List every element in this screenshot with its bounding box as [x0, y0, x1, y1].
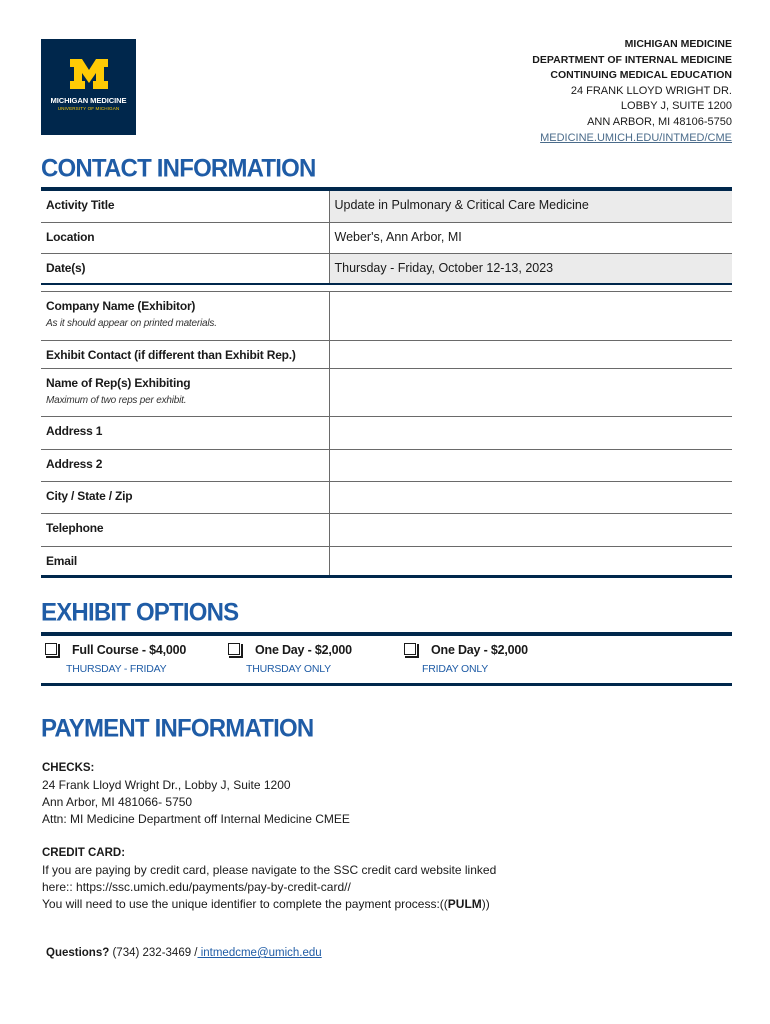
- identifier-text: You will need to use the unique identifier to complete the payment process:((: [42, 897, 448, 911]
- option-subtitle: THURSDAY ONLY: [246, 663, 331, 675]
- row-label: Date(s): [41, 253, 329, 284]
- event-details-table: [41, 191, 732, 285]
- identifier-close: )): [481, 897, 490, 911]
- checks-line: Ann Arbor, MI 481066- 5750: [42, 795, 193, 809]
- contact-section-title: CONTACT INFORMATION: [41, 154, 316, 183]
- address2-label: Address 2: [41, 450, 329, 482]
- section-rule: [41, 283, 732, 285]
- table-row: [41, 253, 732, 284]
- header-city: ANN ARBOR, MI 48106-5750: [587, 115, 732, 128]
- row-label: [41, 369, 329, 417]
- table-row: [41, 369, 732, 417]
- table-row: [41, 292, 732, 341]
- table-row: [41, 417, 732, 450]
- address2-field[interactable]: [329, 450, 732, 482]
- option-name: Full Course - $4,000: [72, 643, 187, 657]
- checks-line: Attn: MI Medicine Department off Internal Medicine CMEE: [42, 812, 350, 826]
- exhibitor-form-table: [41, 291, 732, 578]
- option-subtitle: FRIDAY ONLY: [422, 663, 489, 675]
- telephone-field[interactable]: [329, 514, 732, 547]
- credit-card-block: [42, 845, 496, 913]
- header-suite: LOBBY J, SUITE 1200: [620, 100, 732, 113]
- credit-card-heading: CREDIT CARD:: [42, 847, 126, 859]
- company-name-field[interactable]: [329, 292, 732, 341]
- credit-card-line: If you are paying by credit card, please navigate to the SSC credit card website linked: [42, 863, 497, 877]
- block-m-icon: [70, 59, 108, 89]
- payment-section-title: PAYMENT INFORMATION: [41, 714, 314, 743]
- header-address: [532, 37, 732, 146]
- exhibit-section-title: EXHIBIT OPTIONS: [41, 598, 239, 627]
- table-row: [41, 191, 732, 222]
- unique-identifier: PULM: [447, 897, 482, 911]
- checks-heading: CHECKS:: [42, 762, 95, 774]
- reps-field[interactable]: [329, 369, 732, 417]
- exhibit-contact-label: Exhibit Contact (if different than Exhibit Rep.): [41, 341, 329, 369]
- phone-number: (734) 232-3469 /: [112, 947, 198, 959]
- header-website-link[interactable]: MEDICINE.UMICH.EDU/INTMED/CME: [540, 131, 732, 144]
- email-label: Email: [46, 554, 78, 568]
- address1-label: Address 1: [41, 417, 329, 450]
- credit-card-line: [42, 896, 496, 913]
- section-rule: [41, 632, 732, 636]
- telephone-label: Telephone: [41, 514, 329, 547]
- table-row: [41, 514, 732, 547]
- location-value: Weber's, Ann Arbor, MI: [329, 222, 732, 253]
- option-name: One Day - $2,000: [431, 643, 528, 657]
- reps-hint: Maximum of two reps per exhibit.: [46, 395, 187, 406]
- reps-label: Name of Rep(s) Exhibiting: [46, 376, 191, 390]
- michigan-medicine-logo: [41, 39, 136, 135]
- logo-subtitle: UNIVERSITY OF MICHIGAN: [57, 106, 120, 111]
- checkbox-icon[interactable]: [228, 643, 240, 655]
- option-subtitle: THURSDAY - FRIDAY: [66, 663, 167, 675]
- questions-line: [46, 947, 322, 959]
- company-name-hint: As it should appear on printed materials.: [46, 318, 217, 329]
- table-row: [41, 482, 732, 514]
- email-link[interactable]: intmedcme@umich.edu: [197, 947, 322, 959]
- city-state-zip-label: City / State / Zip: [41, 482, 329, 514]
- checkbox-icon[interactable]: [45, 643, 57, 655]
- city-state-zip-field[interactable]: [329, 482, 732, 514]
- logo-name: MICHIGAN MEDICINE: [50, 96, 127, 105]
- table-row: [41, 547, 732, 578]
- header-org: MICHIGAN MEDICINE: [624, 38, 732, 50]
- checkbox-icon[interactable]: [404, 643, 416, 655]
- row-label: Activity Title: [41, 191, 329, 222]
- credit-card-link[interactable]: here:: https://ssc.umich.edu/payments/pay-by-credit-card//: [42, 880, 351, 894]
- table-row: [41, 341, 732, 369]
- table-row: [41, 222, 732, 253]
- dates-value: Thursday - Friday, October 12-13, 2023: [329, 253, 732, 284]
- company-name-label: Company Name (Exhibitor): [46, 299, 196, 313]
- exhibit-contact-field[interactable]: [329, 341, 732, 369]
- header-dept: DEPARTMENT OF INTERNAL MEDICINE: [532, 53, 732, 66]
- header-unit: CONTINUING MEDICAL EDUCATION: [550, 69, 732, 82]
- questions-label: Questions?: [46, 947, 110, 959]
- email-field[interactable]: [329, 547, 732, 578]
- header-street: 24 FRANK LLOYD WRIGHT DR.: [570, 84, 732, 97]
- address1-field[interactable]: [329, 417, 732, 450]
- activity-title-value: Update in Pulmonary & Critical Care Medicine: [329, 191, 732, 222]
- row-label: Location: [41, 222, 329, 253]
- section-rule: [41, 683, 732, 686]
- section-rule: [41, 575, 732, 578]
- checks-block: [42, 760, 350, 828]
- option-name: One Day - $2,000: [255, 643, 352, 657]
- checks-line: 24 Frank Lloyd Wright Dr., Lobby J, Suite 1200: [42, 778, 291, 792]
- row-label: [41, 292, 329, 341]
- table-row: [41, 450, 732, 482]
